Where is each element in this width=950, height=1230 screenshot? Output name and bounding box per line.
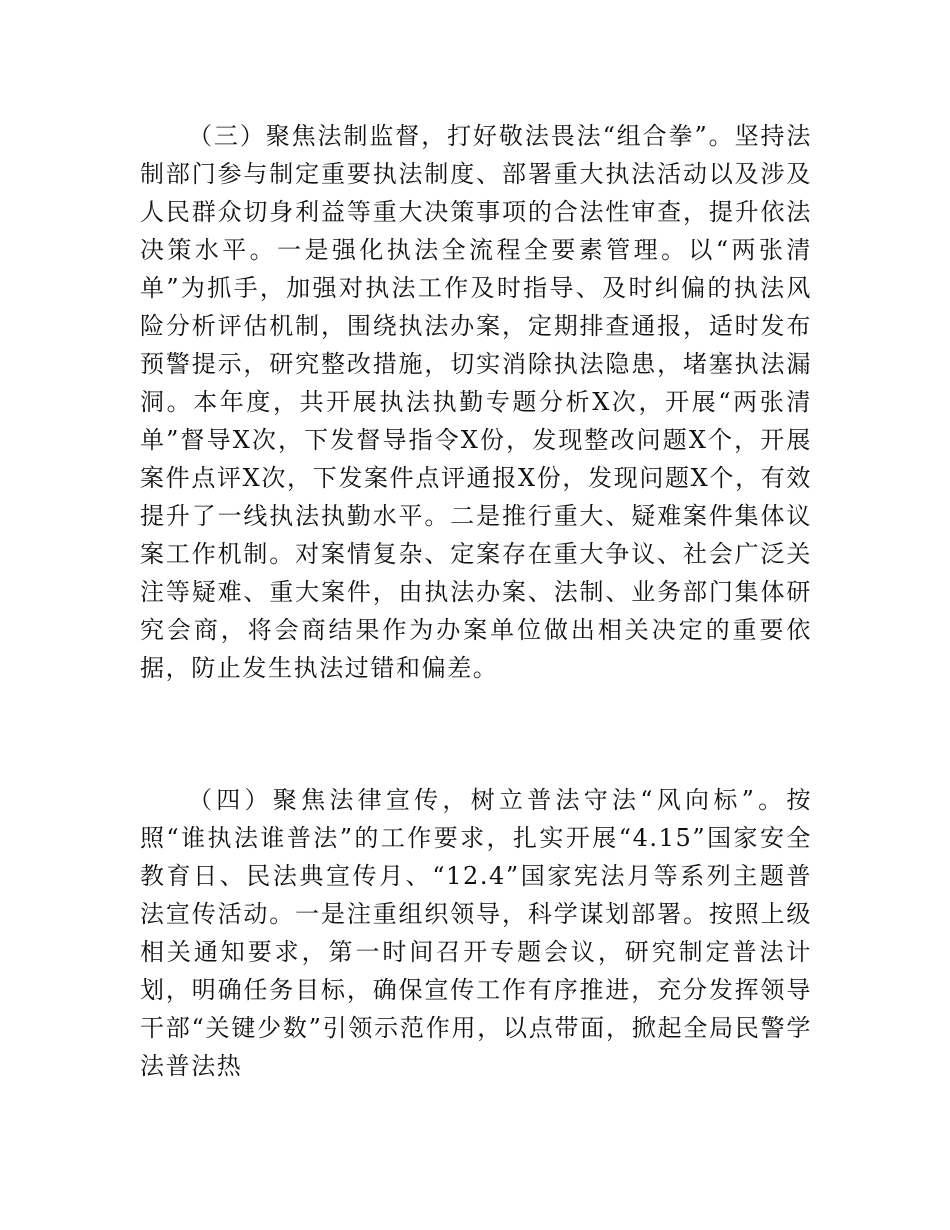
paragraph-section-3: （三）聚焦法制监督，打好敬法畏法“组合拳”。坚持法制部门参与制定重要执法制度、部署重大执法活动以及涉及人民群众切身利益等重大决策事项的合法性审查，提升依法决策水平。一是强化执法全流程全要素管理。以“两张清单”为抓手，加强对执法工作及时指导、及时纠偏的执法风险分析评估机制，围绕执法办案，定期排查通报，适时发布预警提示，研究整改措施，切实消除执法隐患，堵塞执法漏洞。本年度，共开展执法执勤专题分析X次，开展“两张清单”督导X次，下发督导指令X份，发现整改问题X个，开展案件点评X次，下发案件点评通报X份，发现问题X个，有效提升了一线执法执勤水平。二是推行重大、疑难案件集体议案工作机制。对案情复杂、定案存在重大争议、社会广泛关注等疑难、重大案件，由执法办案、法制、业务部门集体研究会商，将会商结果作为办案单位做出相关决定的重要依据，防止发生执法过错和偏差。: [140, 122, 812, 682]
paragraph-section-4: （四）聚焦法律宣传，树立普法守法“风向标”。按照“谁执法谁普法”的工作要求，扎实开展“4.15”国家安全教育日、民法典宣传月、“12.4”国家宪法月等系列主题普法宣传活动。一是注重组织领导，科学谋划部署。按照上级相关通知要求，第一时间召开专题会议，研究制定普法计划，明确任务目标，确保宣传工作有序推进，充分发挥领导干部“关键少数”引领示范作用，以点带面，掀起全局民警学法普法热: [140, 786, 812, 1080]
